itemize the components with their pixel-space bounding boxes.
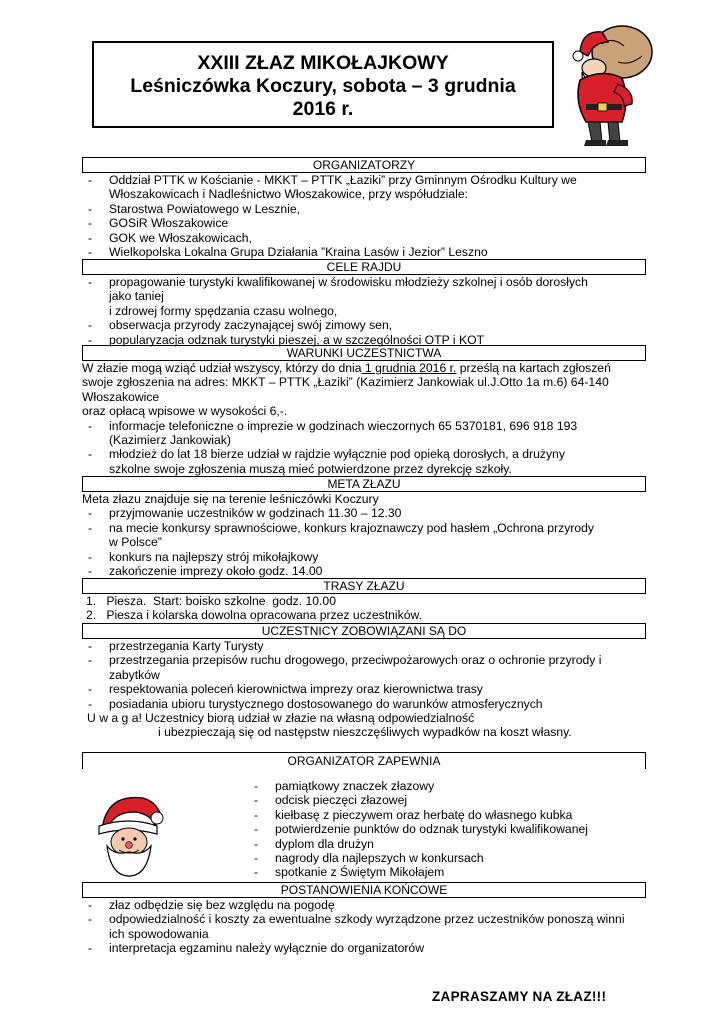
entry-fee: oraz opłacą wpisowe w wysokości 6,-. bbox=[82, 404, 288, 419]
list-item: - odcisk pieczęci złazowej bbox=[248, 793, 646, 807]
section-header: CELE RAJDU bbox=[82, 259, 646, 275]
section-warunki bbox=[82, 345, 646, 476]
meta-list bbox=[82, 506, 646, 578]
obligations-list bbox=[82, 639, 646, 711]
list-item: - konkurs na najlepszy strój mikołajkowy bbox=[82, 550, 646, 564]
final-provisions-list bbox=[82, 898, 646, 956]
section-header: POSTANOWIENIA KOŃCOWE bbox=[82, 882, 646, 898]
list-item: - GOK we Włoszakowicach, bbox=[82, 231, 646, 245]
section-header: ORGANIZATORZY bbox=[82, 157, 646, 173]
list-item: - Wielkopolska Lokalna Grupa Działania ”Kraina Lasów i Jezior” Leszno bbox=[82, 245, 646, 259]
goal-text: propagowanie turystyki kwalifikowanej w środowisku młodzieży szkolnej i osób dorosłych jako taniej bbox=[109, 275, 588, 304]
list-item: - nagrody dla najlepszych w konkursach bbox=[248, 851, 646, 865]
note-line-2: i ubezpieczają się od następstw nieszczęśliwych wypadków na koszt własny. bbox=[158, 725, 572, 740]
list-item: - przestrzegania przepisów ruchu drogowego, przeciwpożarowych oraz o ochronie przyrody i zabytków bbox=[82, 653, 646, 682]
list-item: - Starostwa Powiatowego w Lesznie, bbox=[82, 202, 646, 216]
section-header: UCZESTNICY ZOBOWIĄZANI SĄ DO bbox=[82, 623, 646, 639]
list-item: - dyplom dla drużyn bbox=[248, 837, 646, 851]
list-item: - przyjmowanie uczestników w godzinach 11.30 – 12.30 bbox=[82, 506, 646, 520]
closing-invitation: ZAPRASZAMY NA ZŁAZ!!! bbox=[432, 989, 607, 1004]
section-koncowe bbox=[82, 882, 646, 956]
meta-intro: Meta złazu znajduje się na terenie leśniczówki Koczury bbox=[82, 492, 379, 506]
list-item: - popularyzacja odznak turystyki pieszej, a w szczególności OTP i KOT bbox=[82, 333, 646, 347]
list-item: - na mecie konkursy sprawnościowe, konkurs krajoznawczy pod hasłem „Ochrona przyrody w Polsce” bbox=[82, 521, 646, 550]
goal-continuation: i zdrowej formy spędzania czasu wolnego, bbox=[109, 303, 338, 318]
list-item: - złaz odbędzie się bez względu na pogodę bbox=[82, 898, 646, 912]
section-header: ORGANIZATOR ZAPEWNIA bbox=[82, 752, 646, 769]
list-item: - zakończenie imprezy około godz. 14.00 bbox=[82, 564, 646, 578]
list-item: - GOSiR Włoszakowice bbox=[82, 216, 646, 230]
list-item: - interpretacja egzaminu należy wyłącznie do organizatorów bbox=[82, 941, 646, 955]
list-item: - młodzież do lat 18 bierze udział w rajdzie wyłącznie pod opieką dorosłych, a drużyny szkolne swoje zgłoszenia muszą mieć potwierdzone przez dyrekcję szkoły. bbox=[82, 447, 646, 476]
note-block bbox=[82, 711, 646, 740]
title-box bbox=[92, 41, 554, 128]
conditions-list bbox=[82, 419, 646, 477]
deadline-date: 1 grudnia 2016 r. bbox=[361, 361, 457, 375]
list-item: - Oddział PTTK w Kościanie - MKKT – PTTK „Łaziki” przy Gminnym Ośrodku Kultury we Włoszakowicach i Nadleśnictwo Włoszakowice, przy współudziale: bbox=[82, 173, 646, 202]
section-organizatorzy bbox=[82, 157, 646, 259]
section-uczestnicy bbox=[82, 623, 646, 740]
list-item bbox=[82, 275, 646, 318]
section-header: META ZŁAZU bbox=[82, 476, 646, 492]
intro-text: W złazie mogą wziąć udział wszyscy, którzy do dnia bbox=[82, 361, 362, 375]
route-item: 1. Piesza. Start: boisko szkolne godz. 10.00 bbox=[86, 594, 336, 608]
list-item: - informacje telefoniczne o imprezie w godzinach wieczornych 65 5370181, 696 918 193 (Kazimierz Jankowiak) bbox=[82, 419, 646, 448]
organizers-list bbox=[82, 173, 646, 259]
section-header: TRASY ZŁAZU bbox=[82, 578, 646, 594]
section-trasy bbox=[82, 578, 646, 623]
section-meta bbox=[82, 476, 646, 578]
route-item: 2. Piesza i kolarska dowolna opracowana przez uczestników. bbox=[86, 608, 423, 623]
santa-with-sack-illustration bbox=[558, 22, 662, 150]
section-zapewnia bbox=[82, 752, 646, 880]
list-item: - potwierdzenie punktów do odznak turystyki kwalifikowanej bbox=[248, 822, 646, 836]
conditions-intro bbox=[82, 361, 646, 404]
list-item: - pamiątkowy znaczek złazowy bbox=[248, 779, 646, 793]
list-item: - odpowiedzialność i koszty za ewentualne szkody wyrządzone przez uczestników ponoszą winni ich spowodowania bbox=[82, 912, 646, 941]
list-item: - posiadania ubioru turystycznego dostosowanego do warunków atmosferycznych bbox=[82, 697, 646, 711]
section-header: WARUNKI UCZESTNICTWA bbox=[82, 345, 646, 361]
note-line-1: Uczestnicy biorą udział w złazie na własną odpowiedzialność bbox=[145, 711, 475, 726]
title-line-2: Leśniczówka Koczury, sobota – 3 grudnia bbox=[130, 75, 516, 97]
santa-face-illustration bbox=[93, 792, 165, 878]
goals-list bbox=[82, 275, 646, 347]
list-item: - respektowania poleceń kierownictwa imprezy oraz kierownictwa trasy bbox=[82, 682, 646, 696]
list-item: - przestrzegania Karty Turysty bbox=[82, 639, 646, 653]
address-text: prześlą na kartach zgłoszeń swoje zgłoszenia na adres: MKKT – PTTK „Łaziki” (Kazimierz Jankowiak ul.J.Otto 1a m.6) 64-140 Włoszakowice bbox=[82, 361, 611, 404]
title-line-1: XXIII ZŁAZ MIKOŁAJKOWY bbox=[197, 52, 449, 74]
list-item: - obserwacja przyrody zaczynającej swój zimowy sen, bbox=[82, 318, 646, 332]
note-label: U w a g a! bbox=[87, 711, 142, 726]
list-item: - spotkanie z Świętym Mikołajem bbox=[248, 865, 646, 879]
list-item: - kiełbasę z pieczywem oraz herbatę do własnego kubka bbox=[248, 808, 646, 822]
title-line-3: 2016 r. bbox=[292, 98, 354, 120]
provides-list bbox=[248, 779, 646, 880]
section-cele bbox=[82, 259, 646, 347]
